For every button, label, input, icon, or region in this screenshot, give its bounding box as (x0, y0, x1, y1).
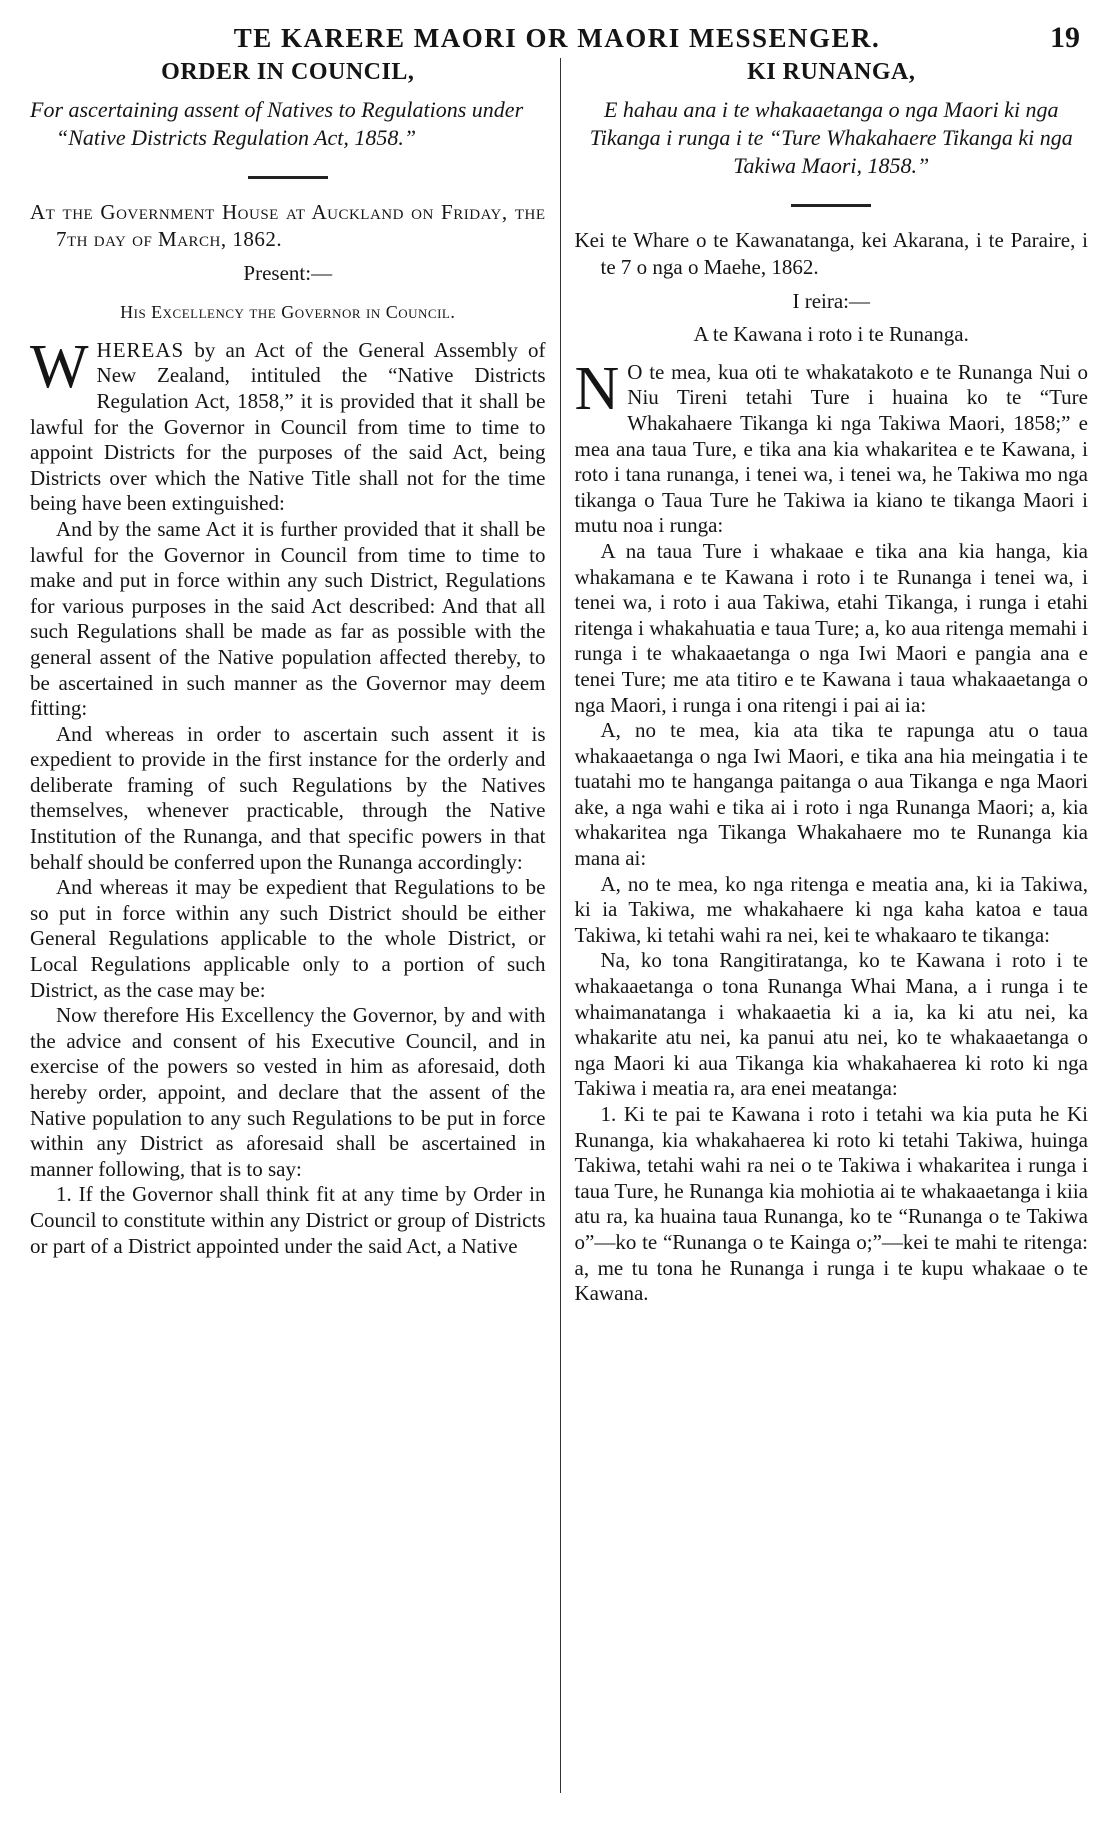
english-paragraph-2: And by the same Act it is further provided that it shall be lawful for the Governor in Council from time to time to make and put in force within any such District, Regulations for various purposes in the said Act described: And that all such Regulations shall be made as far as possible with the general assent of the Native population affected thereby, to be ascertained in such manner as the Governor may deem fitting: (30, 516, 546, 721)
english-paragraph-3: And whereas in order to ascertain such assent it is expedient to provide in the first instance for the orderly and deliberate framing of such Regulations by the Natives themselves, whenever practicable, through the Native Institution of the Runanga, and that specific powers in that behalf should be conferred upon the Runanga accordingly: (30, 721, 546, 874)
maori-paragraph-1 (574, 354, 1089, 539)
maori-first-word: O (627, 359, 643, 384)
english-present: Present:— (243, 260, 333, 285)
maori-paragraph-6: 1. Ki te pai te Kawana i roto i tetahi wa kia puta he Ki Runanga, kia whakahaerea ki roto ki tetahi Takiwa, huinga Takiwa, tetahi wahi ra nei o te Takiwa i whakaritea i runga i taua Ture, he Runanga kia mohiotia ai te whakaaetanga i kiia atu ra, ka huaina taua Runanga, ko te “Runanga o te Takiwa o”—ko te “Runanga o te Kainga o;”—kei te mahi te ritenga: a, me tu tona he Runanga i runga i te kupu whakaae o te Kawana. (574, 1102, 1088, 1306)
maori-heading: KI RUNANGA, (747, 59, 916, 85)
maori-present: I reira:— (792, 288, 871, 313)
maori-dateline: Kei te Whare o te Kawanatanga, kei Akarana, i te Paraire, i te 7 o nga o Maehe, 1862. (574, 227, 1088, 279)
english-paragraph-1 (30, 332, 546, 517)
english-column (20, 58, 560, 1818)
english-dateline: At the Government House at Auckland on Friday, the 7th day of March, 1862. (30, 199, 546, 251)
maori-paragraph-4: A, no te mea, ko nga ritenga e meatia ana, ki ia Takiwa, ki ia Takiwa, me whakahaere ki nga kaha katoa e taua Takiwa, ki tetahi wahi ra nei, kei te whakaaro te tikanga: (574, 871, 1088, 947)
english-drop-cap: W (30, 332, 89, 401)
english-first-word: HEREAS (96, 337, 185, 362)
english-subtitle: For ascertaining assent of Natives to Regulations under “Native Districts Regulation Act, 1858.” (30, 96, 524, 150)
maori-divider (791, 204, 871, 207)
english-paragraph-4: And whereas it may be expedient that Regulations to be so put in force within any such District should be either General Regulations applicable to the whole District, or Local Regulations applicable only to a portion of such District, as the case may be: (30, 875, 546, 1002)
maori-column (561, 58, 1095, 1818)
maori-paragraph-2: A na taua Ture i whakaae e tika ana kia hanga, kia whakamana e te Kawana i roto i te Runanga i tenei wa, i tenei wa, i roto i aua Takiwa, etahi Tikanga, i runga i etahi ritenga i whakahuatia e taua Ture; a, ko aua ritenga memahi i runga i te whakaaetanga o nga Iwi Maori e pangia ana e tenei Ture; me ata titiro e te Kawana i taua whakaaetanga o nga Maori, i runga i ona ritengi i pai ai ia: (574, 538, 1088, 717)
masthead (20, 18, 1094, 58)
english-council-line: His Excellency the Governor in Council. (120, 302, 456, 323)
page-number: 19 (1050, 21, 1080, 54)
english-divider (248, 176, 328, 179)
maori-council-line: A te Kawana i roto i te Runanga. (693, 322, 969, 347)
two-column-body (20, 58, 1094, 1818)
newspaper-title: TE KARERE MAORI OR MAORI MESSENGER. (233, 23, 881, 53)
maori-subtitle: E hahau ana i te whakaaetanga o nga Maori ki nga Tikanga i runga i te “Ture Whakahaere Tikanga ki nga Takiwa Maori, 1858.” (589, 96, 1073, 178)
maori-paragraph-3: A, no te mea, kia ata tika te rapunga atu o taua whakaaetanga o nga Iwi Maori, e tika ana hia meingatia i te tuatahi mo te hanganga paitanga o aua Tikanga e nga Maori ake, a nga wahi e tika ai i roto i nga Runanga Maori; a, kia whakaritea nga Tikanga Whakahaere mo te Runanga kia mana ai: (574, 718, 1088, 871)
english-paragraph-6: 1. If the Governor shall think fit at any time by Order in Council to constitute within any District or group of Districts or part of a District appointed under the said Act, a Native (30, 1182, 546, 1258)
english-paragraph-5: Now therefore His Excellency the Governor, by and with the advice and consent of his Executive Council, and in exercise of the powers so vested in him as aforesaid, doth hereby order, appoint, and declare that the assent of the Native population to any such Regulations to be put in force within any District as aforesaid shall be ascertained in manner following, that is to say: (30, 1003, 546, 1181)
maori-paragraph-1-text: te mea, kua oti te whakatakoto e te Runanga Nui o Niu Tireni tetahi Ture i huaina ko te “Ture Whakahaere Tikanga ki nga Takiwa Maori, 1858;” e mea ana taua Ture, e tika ana kia whakaritea e te Kawana, i roto i tana runanga, i tenei wa, i tenei wa, he Takiwa mo nga tikanga o Taua Ture he Takiwa ia kiano te tikanga Maori i mutu noa i runga: (574, 359, 1088, 538)
maori-paragraph-5: Na, ko tona Rangitiratanga, ko te Kawana i roto i te whakaaetanga o tona Runanga Whai Mana, a i runga i te whaimanatanga i whakaaetia ki a ia, ka ki atu nei, ka whakarite atu nei, ka panui atu nei, ko te whakaaetanga o nga Maori ki aua Tikanga kia whakahaerea ki roto ki nga Takiwa i meatia ra, ara enei meatanga: (574, 948, 1088, 1101)
maori-drop-cap: N (574, 354, 620, 423)
english-paragraph-1-text: by an Act of the General Assembly of New Zealand, intituled the “Native Districts Regulation Act, 1858,” it is provided that it shall be lawful for the Governor in Council from time to time to appoint Districts for the purposes of the said Act, being Districts over which the Native Title shall not for the time being have been extinguished: (30, 337, 546, 516)
english-heading: ORDER IN COUNCIL, (161, 59, 415, 85)
